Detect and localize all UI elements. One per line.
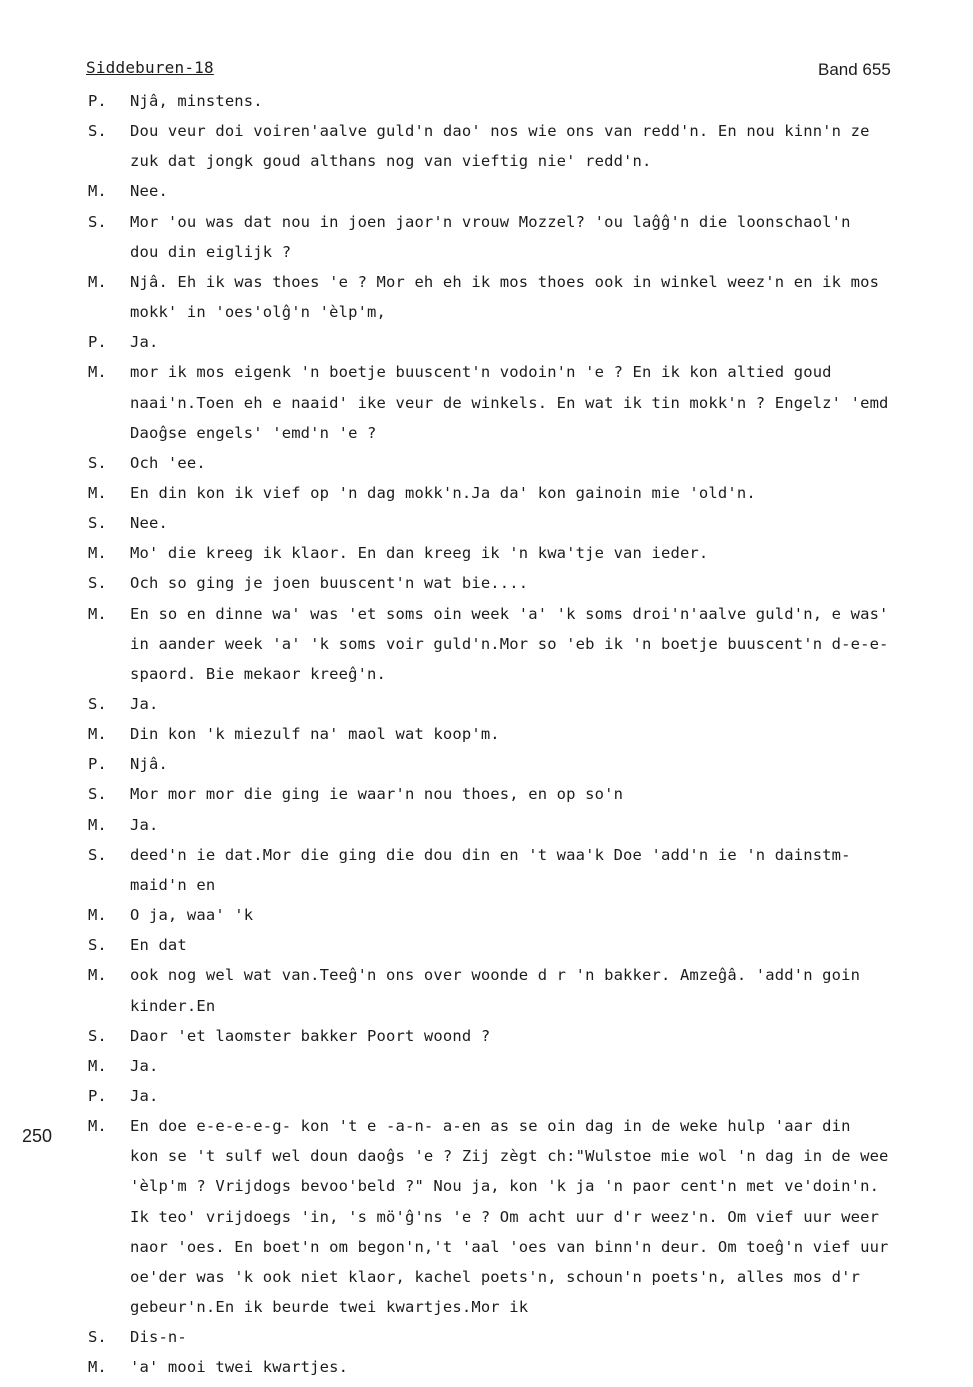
utterance-text: dou din eiglijk ? [130, 242, 292, 261]
document-title: Siddeburen-18 [86, 58, 214, 77]
speaker-label: S. [88, 574, 107, 593]
transcript-line [0, 1205, 973, 1229]
speaker-label: S. [88, 122, 107, 141]
transcript-line [0, 481, 973, 505]
utterance-text: spaord. Bie mekaor kreeĝ'n. [130, 664, 387, 683]
speaker-label: M. [88, 483, 107, 502]
utterance-text: Ja. [130, 1086, 159, 1105]
utterance-text: Och 'ee. [130, 453, 206, 472]
utterance-text: oe'der was 'k ook niet klaor, kachel poets'n, schoun'n poets'n, alles mos d'r [130, 1267, 861, 1286]
utterance-text: O ja, waa' 'k [130, 906, 254, 925]
speaker-label: M. [88, 815, 107, 834]
transcript-line [0, 1325, 973, 1349]
transcript-line [0, 89, 973, 113]
transcript-line [0, 1174, 973, 1198]
transcript-line [0, 813, 973, 837]
transcript-line [0, 270, 973, 294]
speaker-label: S. [88, 785, 107, 804]
transcript-line [0, 873, 973, 897]
utterance-text: Daoĝse engels' 'emd'n 'e ? [130, 423, 377, 442]
transcript-line [0, 963, 973, 987]
transcript-line [0, 1235, 973, 1259]
transcript-line [0, 541, 973, 565]
transcript-line [0, 391, 973, 415]
transcript-line [0, 1114, 973, 1138]
transcript-line [0, 119, 973, 143]
utterance-text: Daor 'et laomster bakker Poort woond ? [130, 1026, 491, 1045]
transcript-line [0, 330, 973, 354]
transcript-line [0, 1084, 973, 1108]
utterance-text: Ja. [130, 695, 159, 713]
transcript-line [0, 692, 973, 716]
speaker-label: M. [88, 725, 107, 744]
transcript-line [0, 240, 973, 264]
transcript-line [0, 360, 973, 384]
transcript-line [0, 1265, 973, 1289]
utterance-text: kinder.En [130, 996, 216, 1015]
transcript-line [0, 602, 973, 626]
transcript-line [0, 1144, 973, 1168]
speaker-label: S. [88, 936, 107, 955]
transcript-line [0, 752, 973, 776]
speaker-label: S. [88, 695, 107, 713]
utterance-text: 'èlp'm ? Vrijdogs bevoo'beld ?" Nou ja, kon 'k ja 'n paor cent'n met ve'doin'n. [130, 1177, 880, 1196]
transcript-line [0, 843, 973, 867]
speaker-label: M. [88, 966, 107, 985]
speaker-label: S. [88, 514, 107, 533]
utterance-text: 'a' mooi twei kwartjes. [130, 1358, 349, 1377]
utterance-text: Mo' die kreeg ik klaor. En dan kreeg ik 'n kwa'tje van ieder. [130, 544, 709, 563]
speaker-label: M. [88, 1358, 107, 1377]
transcript-line [0, 511, 973, 535]
utterance-text: Ik teo' vrijdoegs 'in, 's mö'ĝ'ns 'e ? Om acht uur d'r weez'n. Om vief uur weer [130, 1207, 880, 1226]
utterance-text: kon se 't sulf wel doun daoĝs 'e ? Zij zègt ch:"Wulstoe mie wol 'n dag in de wee [130, 1147, 889, 1166]
transcript-line [0, 1054, 973, 1078]
utterance-text: Ja. [130, 1056, 159, 1075]
transcript-line [0, 451, 973, 475]
margin-page-number: 250 [22, 1126, 53, 1146]
utterance-text: in aander week 'a' 'k soms voir guld'n.Mor so 'eb ik 'n boetje buuscent'n d-e-e- [130, 634, 889, 653]
tape-number: Band 655 [818, 60, 891, 79]
speaker-label: S. [88, 453, 107, 472]
speaker-label: M. [88, 544, 107, 563]
speaker-label: M. [88, 182, 107, 201]
utterance-text: naor 'oes. En boet'n om begon'n,'t 'aal 'oes van binn'n deur. Om toeĝ'n vief uur [130, 1237, 889, 1256]
transcript-line [0, 179, 973, 203]
speaker-label: S. [88, 212, 107, 231]
utterance-text: deed'n ie dat.Mor die ging die dou din en 't waa'k Doe 'add'n ie 'n dainstm- [130, 845, 851, 864]
speaker-label: M. [88, 604, 107, 623]
utterance-text: Ja. [130, 815, 159, 834]
speaker-label: P. [88, 755, 107, 774]
transcript-line [0, 571, 973, 595]
utterance-text: Nee. [130, 514, 168, 533]
utterance-text: Ja. [130, 333, 159, 352]
utterance-text: Njâ. Eh ik was thoes 'e ? Mor eh eh ik mos thoes ook in winkel weez'n en ik mos [130, 272, 880, 291]
transcript-line [0, 994, 973, 1018]
transcript-line [0, 1024, 973, 1048]
transcript-line [0, 662, 973, 686]
utterance-text: En so en dinne wa' was 'et soms oin week 'a' 'k soms droi'n'aalve guld'n, e was' [130, 604, 889, 623]
utterance-text: Nee. [130, 182, 168, 201]
utterance-text: mor ik mos eigenk 'n boetje buuscent'n vodoin'n 'e ? En ik kon altied goud [130, 363, 832, 382]
speaker-label: P. [88, 1086, 107, 1105]
transcript-line [0, 1355, 973, 1379]
transcript-line [0, 210, 973, 234]
utterance-text: En din kon ik vief op 'n dag mokk'n.Ja da' kon gainoin mie 'old'n. [130, 483, 756, 502]
transcript-line [0, 782, 973, 806]
utterance-text: zuk dat jongk goud althans nog van vieftig nie' redd'n. [130, 152, 652, 171]
transcript-line [0, 632, 973, 656]
transcript-line [0, 903, 973, 927]
speaker-label: P. [88, 333, 107, 352]
utterance-text: Dis-n- [130, 1328, 187, 1347]
utterance-text: Mor mor mor die ging ie waar'n nou thoes, en op so'n [130, 785, 624, 804]
utterance-text: En doe e-e-e-e-g- kon 't e -a-n- a-en as se oin dag in de weke hulp 'aar din [130, 1117, 851, 1136]
utterance-text: mokk' in 'oes'olĝ'n 'èlp'm, [130, 303, 387, 322]
utterance-text: Dou veur doi voiren'aalve guld'n dao' nos wie ons van redd'n. En nou kinn'n ze [130, 122, 870, 141]
utterance-text: Din kon 'k miezulf na' maol wat koop'm. [130, 725, 500, 744]
utterance-text: maid'n en [130, 875, 216, 894]
transcript-line [0, 421, 973, 445]
speaker-label: M. [88, 906, 107, 925]
speaker-label: S. [88, 845, 107, 864]
utterance-text: Och so ging je joen buuscent'n wat bie.... [130, 574, 529, 593]
utterance-text: naai'n.Toen eh e naaid' ike veur de winkels. En wat ik tin mokk'n ? Engelz' 'emd [130, 393, 889, 412]
transcript-line [0, 722, 973, 746]
speaker-label: S. [88, 1328, 107, 1347]
speaker-label: M. [88, 1056, 107, 1075]
speaker-label: S. [88, 1026, 107, 1045]
utterance-text: Mor 'ou was dat nou in joen jaor'n vrouw Mozzel? 'ou laĝĝ'n die loonschaol'n [130, 212, 851, 231]
utterance-text: En dat [130, 936, 187, 955]
utterance-text: Njâ, minstens. [130, 92, 263, 110]
utterance-text: Njâ. [130, 755, 168, 774]
utterance-text: ook nog wel wat van.Teeĝ'n ons over woonde d r 'n bakker. Amzeĝâ. 'add'n goin [130, 966, 861, 985]
speaker-label: P. [88, 92, 107, 110]
speaker-label: M. [88, 272, 107, 291]
transcript-line [0, 933, 973, 957]
transcript-line [0, 300, 973, 324]
speaker-label: M. [88, 363, 107, 382]
transcript-line [0, 149, 973, 173]
speaker-label: M. [88, 1117, 107, 1136]
transcript-line [0, 1295, 973, 1319]
utterance-text: gebeur'n.En ik beurde twei kwartjes.Mor ik [130, 1298, 529, 1316]
